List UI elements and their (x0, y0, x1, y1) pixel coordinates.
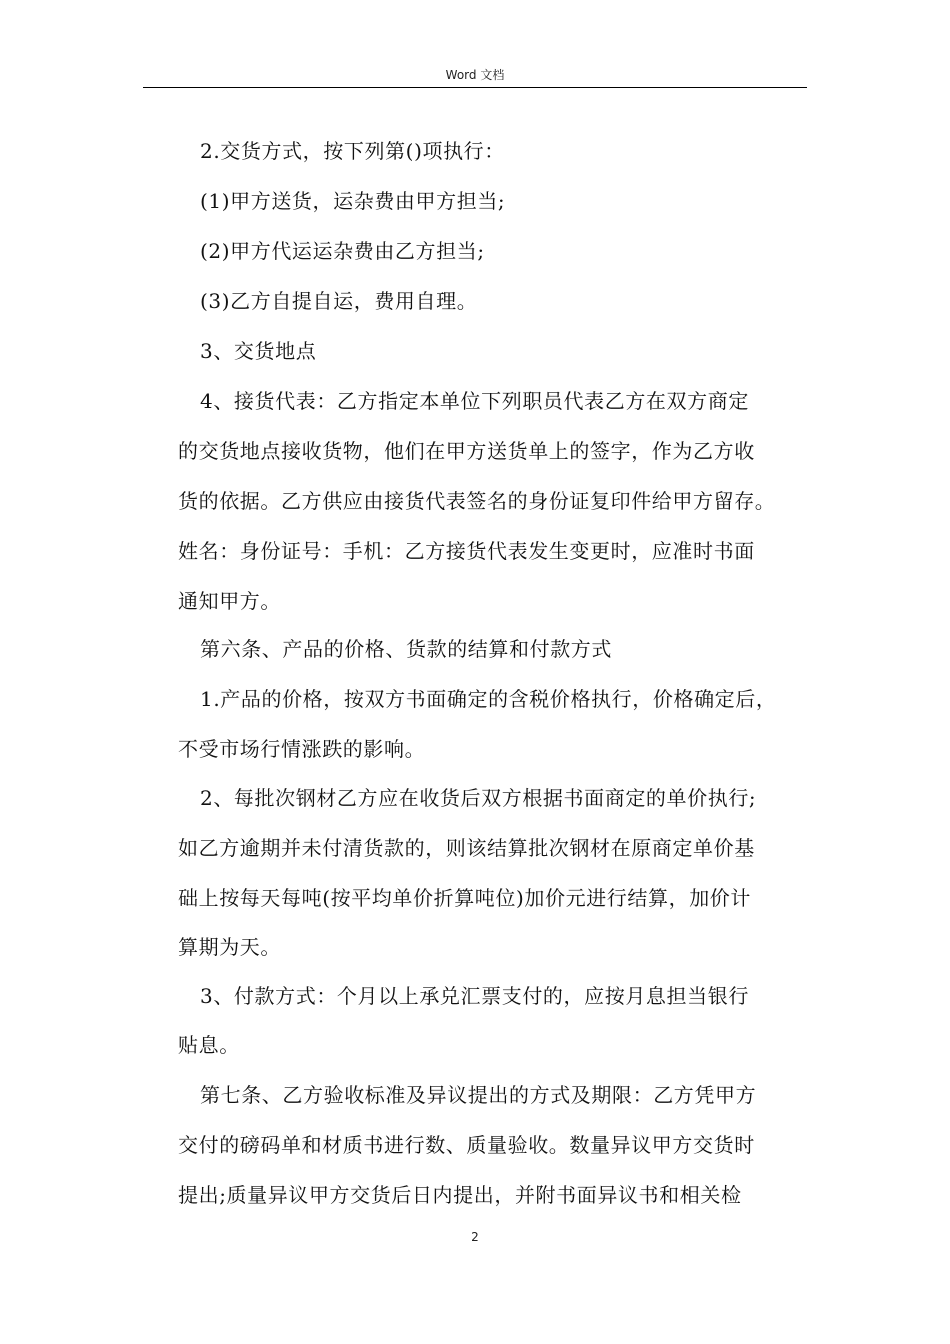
paragraph-line: 4、接货代表：乙方指定本单位下列职员代表乙方在双方商定 (200, 389, 749, 413)
paragraph-line: 姓名：身份证号：手机：乙方接货代表发生变更时，应准时书面 (178, 539, 755, 563)
paragraph-line: 不受市场行情涨跌的影响。 (178, 737, 426, 761)
page-header: Word 文档 (445, 68, 505, 82)
paragraph-line: 提出;质量异议甲方交货后日内提出，并附书面异议书和相关检 (178, 1183, 742, 1207)
page-number: 2 (471, 1230, 479, 1244)
paragraph-line: 2、每批次钢材乙方应在收货后双方根据书面商定的单价执行; (200, 786, 757, 810)
paragraph-line: 1.产品的价格，按双方书面确定的含税价格执行，价格确定后， (200, 687, 777, 711)
paragraph-line: 交付的磅码单和材质书进行数、质量验收。数量异议甲方交货时 (178, 1133, 755, 1157)
paragraph-line: 的交货地点接收货物，他们在甲方送货单上的签字，作为乙方收 (178, 439, 755, 463)
paragraph-line: 3、付款方式：个月以上承兑汇票支付的，应按月息担当银行 (200, 984, 749, 1008)
paragraph-line: 如乙方逾期并未付清货款的，则该结算批次钢材在原商定单价基 (178, 836, 755, 860)
paragraph-line: 货的依据。乙方供应由接货代表签名的身份证复印件给甲方留存。 (178, 489, 776, 513)
paragraph-line: (2)甲方代运运杂费由乙方担当; (200, 239, 485, 263)
section-heading: 第六条、产品的价格、货款的结算和付款方式 (200, 637, 612, 661)
section-heading: 第七条、乙方验收标准及异议提出的方式及期限：乙方凭甲方 (200, 1083, 757, 1107)
paragraph-line: 贴息。 (178, 1033, 240, 1057)
paragraph-line: 算期为天。 (178, 935, 281, 959)
paragraph-line: 通知甲方。 (178, 589, 281, 613)
paragraph-line: (1)甲方送货，运杂费由甲方担当; (200, 189, 506, 213)
paragraph-line: (3)乙方自提自运，费用自理。 (200, 289, 478, 313)
paragraph-line: 础上按每天每吨(按平均单价折算吨位)加价元进行结算，加价计 (178, 886, 752, 910)
paragraph-line: 2.交货方式，按下列第()项执行： (200, 139, 505, 163)
paragraph-line: 3、交货地点 (200, 339, 317, 363)
